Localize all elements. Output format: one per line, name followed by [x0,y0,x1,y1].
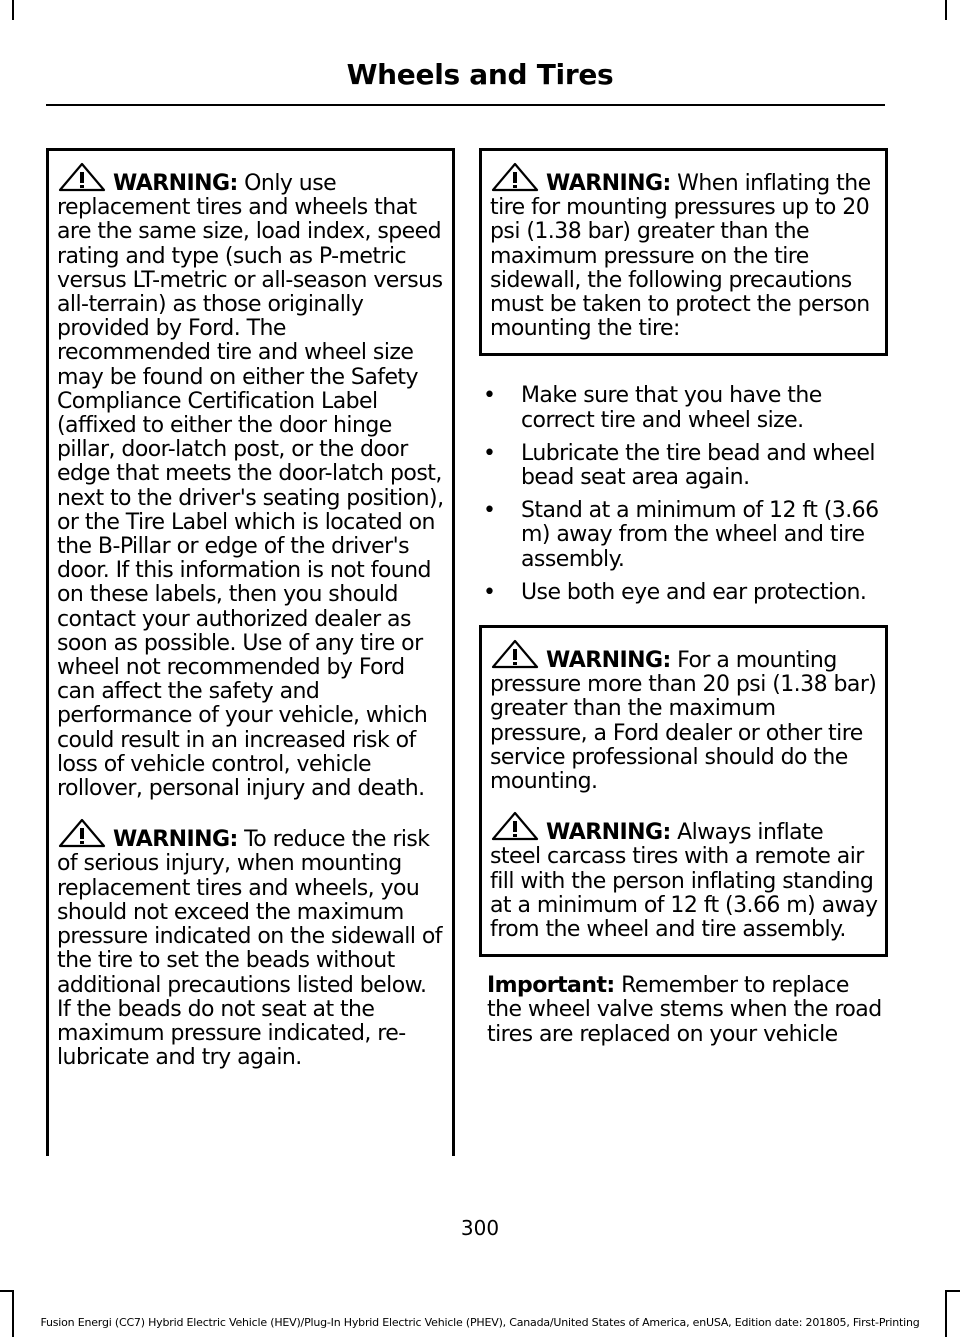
warning-triangle-icon [490,639,540,669]
list-item [479,442,888,490]
list-item-text: Stand at a minimum of 12 ft (3.66 m) away from the wheel and tire assembly. [521,498,879,572]
warning-box-mounting [479,625,888,957]
warning-text: Always inflate steel carcass tires with a remote air fill with the person inflating standing at a minimum of 12 ft (3.66 m) away from the wheel and tire assembly. [490,820,878,943]
crop-mark-bottom-left-h [0,1290,14,1292]
warning-label: WARNING: [546,171,671,196]
important-label: Important: [487,973,615,999]
list-item [479,384,888,432]
warning-paragraph [490,639,878,794]
footer-edition-info: Fusion Energi (CC7) Hybrid Electric Vehicle (HEV)/Plug-In Hybrid Electric Vehicle (PHEV), Canada/United States of America, enUSA, Edition date: 201805, First-Printing [40,1316,920,1329]
warning-text: For a mounting pressure more than 20 psi (1.38 bar) greater than the maximum pressure, a Ford dealer or other tire service professional should do the mounting. [490,648,877,795]
warning-box-inflating [479,148,888,356]
warning-triangle-icon [57,162,107,192]
warning-box-left [46,148,455,1156]
warning-triangle-icon [57,818,107,848]
crop-mark-top-left [12,0,14,20]
bullet-marker: • [483,383,496,409]
warning-text: Only use replacement tires and wheels that are the same size, load index, speed rating and type (such as P-metric versus LT-metric or all-season versus all-terrain) as those originally provided by Ford. The recommended tire and wheel size may be found on either the Safety Compliance Certification Label (affixed to either the door hinge pillar, door-latch post, or the door edge that meets the door-latch post, next to the driver's seating position), or the Tire Label which is located on the B-Pillar or edge of the driver's door. If this information is not found on these labels, then you should contact your authorized dealer as soon as possible. Use of any tire or wheel not recommended by Ford can affect the safety and performance of your vehicle, which could result in an increased risk of loss of vehicle control, vehicle rollover, personal injury and death. [57,171,444,802]
warning-paragraph [57,162,445,801]
warning-triangle-icon [490,811,540,841]
left-column [46,148,455,1156]
list-item [479,581,888,605]
bullet-marker: • [483,440,496,466]
crop-mark-top-right [945,0,947,20]
warning-paragraph [490,162,878,341]
warning-paragraph [490,811,878,942]
list-item-text: Use both eye and ear protection. [521,579,867,605]
list-item [479,499,888,572]
important-note [479,974,888,1047]
precautions-list [479,384,888,605]
warning-label: WARNING: [546,820,671,846]
warning-text: When inflating the tire for mounting pressures up to 20 psi (1.38 bar) greater than the maximum pressure on the tire sidewall, the following precautions must be taken to protect the person mounting the tire: [490,171,871,342]
list-item-text: Lubricate the tire bead and wheel bead seat area again. [521,440,875,491]
page-number: 300 [460,1216,500,1240]
list-item-text: Make sure that you have the correct tire and wheel size. [521,383,822,433]
warning-paragraph [57,818,445,1070]
right-column [479,148,888,1047]
bullet-marker: • [483,579,496,605]
bullet-marker: • [483,498,496,524]
warning-triangle-icon [490,162,540,192]
warning-label: WARNING: [546,648,671,674]
important-text: Remember to replace the wheel valve stems when the road tires are replaced on your vehicle [487,973,882,1047]
title-divider [46,104,885,106]
warning-label: WARNING: [113,171,238,196]
warning-text: To reduce the risk of serious injury, when mounting replacement tires and wheels, you should not exceed the maximum pressure indicated on the sidewall of the tire to set the beads without additional precautions listed below. If the beads do not seat at the maximum pressure indicated, re-lubricate and try again. [57,827,442,1071]
crop-mark-bottom-right-h [945,1290,960,1292]
page-title: Wheels and Tires [346,58,614,91]
warning-label: WARNING: [113,827,238,853]
